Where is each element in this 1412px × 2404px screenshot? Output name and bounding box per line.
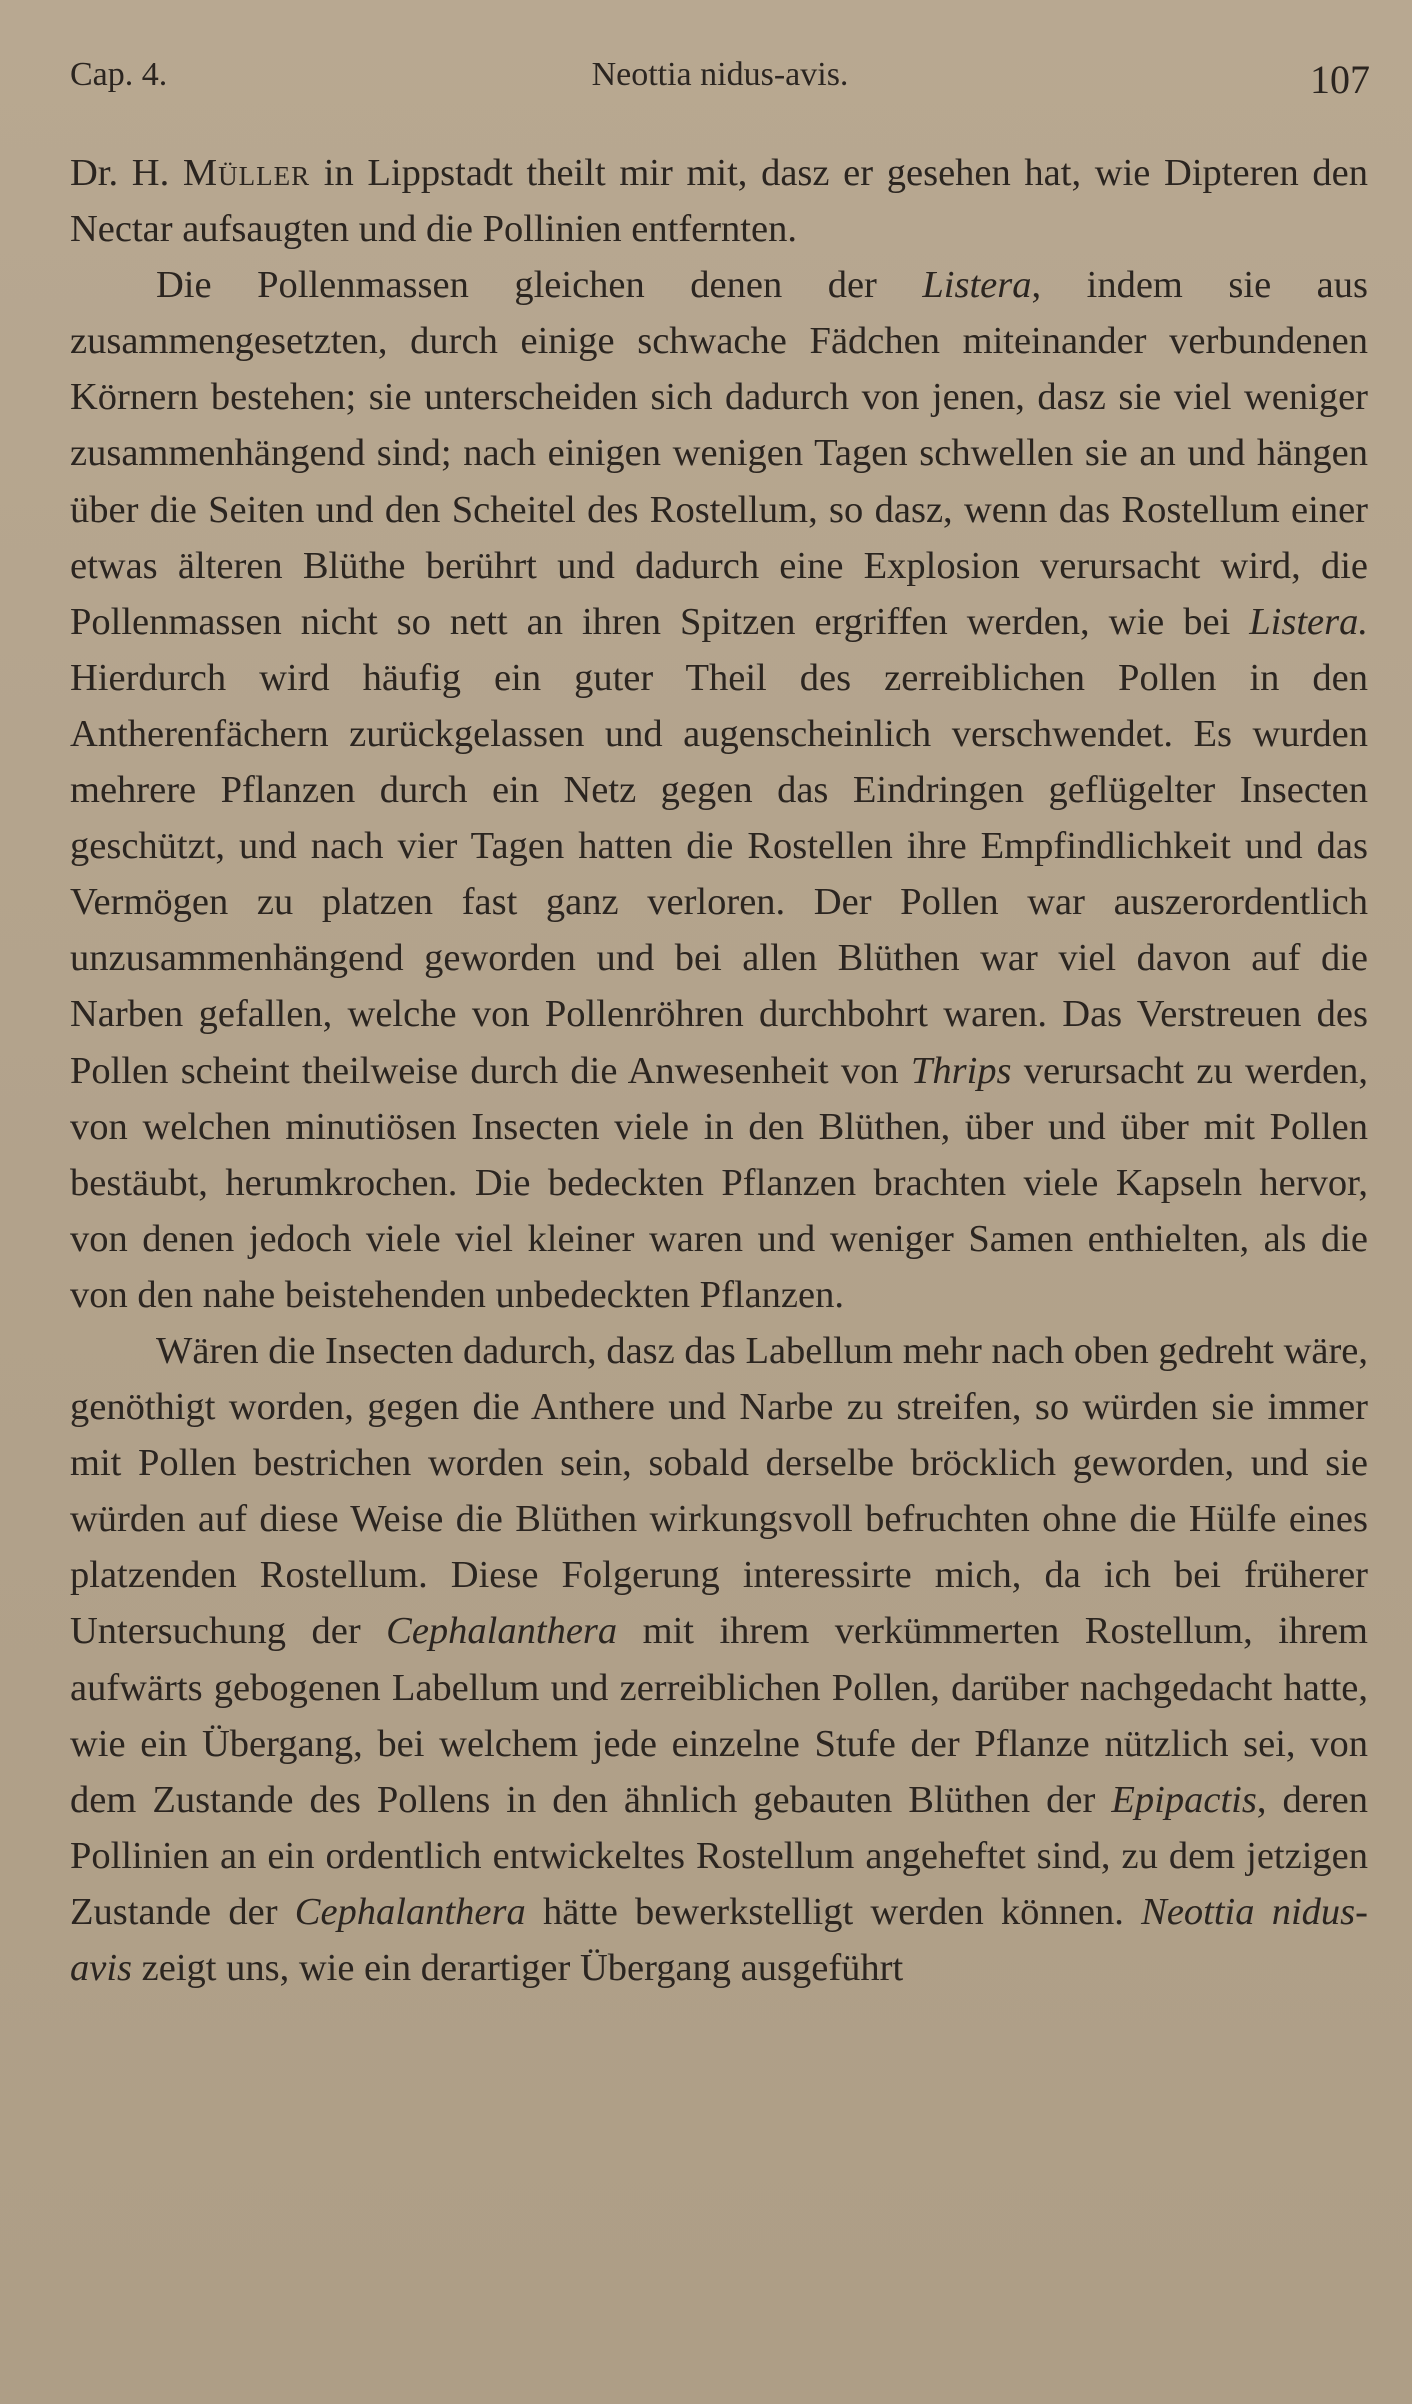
page-header	[70, 50, 1370, 110]
text-span: , deren Pollinien an ein ordentlich entwickeltes Rostellum angeheftet sind, zu dem jetzigen Zustande der	[70, 1778, 1368, 1933]
body-text	[70, 145, 1368, 1996]
chapter-label: Cap. 4.	[70, 56, 168, 93]
text-span: Die Pollenmassen gleichen denen der	[156, 264, 923, 307]
species-name: Neottia nidus-avis	[70, 1890, 1368, 1989]
genus-name: Cephalanthera	[294, 1890, 526, 1933]
page-number: 107	[1310, 57, 1370, 102]
genus-name: Cephalanthera	[386, 1610, 618, 1653]
text-span: Hierdurch wird häufig ein guter Theil des zerreiblichen Pollen in den Antherenfächern zurückgelassen und augenscheinlich verschwendet. Es wurden mehrere Pflanzen durch ein Netz gegen das Eindringen geflügelter Insecten geschützt, und nach vier Tagen hatten die Rostellen ihre Empfindlichkeit und das Vermögen zu platzen fast ganz verloren. Der Pollen war auszerordentlich unzusammenhängend geworden und bei allen Blüthen war viel davon auf die Narben gefallen, welche von Pollenröhren durchbohrt waren. Das Verstreuen des Pollen scheint theilweise durch die Anwesenheit von	[70, 656, 1368, 1092]
text-span: verursacht zu werden, von welchen minutiösen Insecten viele in den Blüthen, über und über mit Pollen bestäubt, herumkrochen. Die bedeckten Pflanzen brachten viele Kapseln hervor, von denen jedoch viele viel kleiner waren und weniger Samen enthielten, als die von den nahe beistehenden unbedeckten Pflanzen.	[70, 1049, 1368, 1316]
genus-name: Thrips	[910, 1049, 1012, 1092]
author-name: Müller	[182, 152, 311, 194]
text-span: mit ihrem verkümmerten Rostellum, ihrem aufwärts gebogenen Labellum und zerreiblichen Pollen, darüber nachgedacht hatte, wie ein Übergang, bei welchem jede einzelne Stufe der Pflanze nützlich sei, von dem Zustande des Pollens in den ähnlich gebauten Blüthen der	[70, 1610, 1369, 1821]
text-span: Dr. H.	[70, 152, 183, 194]
genus-name: Listera.	[1249, 600, 1368, 643]
running-title: Neottia nidus-avis.	[591, 56, 849, 93]
genus-name: Listera	[922, 264, 1032, 307]
text-span: Wären die Insecten dadurch, dasz das Labellum mehr nach oben gedreht wäre, genöthigt worden, gegen die Anthere und Narbe zu streifen, so würden sie immer mit Pollen bestrichen worden sein, sobald derselbe bröcklich geworden, und sie würden auf diese Weise die Blüthen wirkungsvoll befruchten ohne die Hülfe eines platzenden Rostellum. Diese Folgerung interessirte mich, da ich bei früherer Untersuchung der	[70, 1329, 1368, 1653]
text-span: hätte bewerkstelligt werden können.	[525, 1890, 1142, 1933]
paragraph-1	[70, 145, 1368, 257]
paragraph-3	[70, 1323, 1368, 1996]
text-span: , indem sie aus zusammengesetzten, durch einige schwache Fädchen miteinander verbundenen Körnern bestehen; sie unterscheiden sich dadurch von jenen, dasz sie viel weniger zusammenhängend sind; nach einigen wenigen Tagen schwellen sie an und hängen über die Seiten und den Scheitel des Rostellum, so dasz, wenn das Rostellum einer etwas älteren Blüthe berührt und dadurch eine Explosion verursacht wird, die Pollenmassen nicht so nett an ihren Spitzen ergriffen werden, wie bei	[70, 264, 1368, 643]
text-span: in Lippstadt theilt mir mit, dasz er gesehen hat, wie Dipteren den Nectar aufsaugten und die Pollinien entfernten.	[70, 152, 1368, 251]
genus-name: Epipactis	[1111, 1778, 1257, 1821]
text-span: zeigt uns, wie ein derartiger Übergang ausgeführt	[132, 1947, 904, 1989]
paragraph-2	[70, 257, 1368, 1323]
